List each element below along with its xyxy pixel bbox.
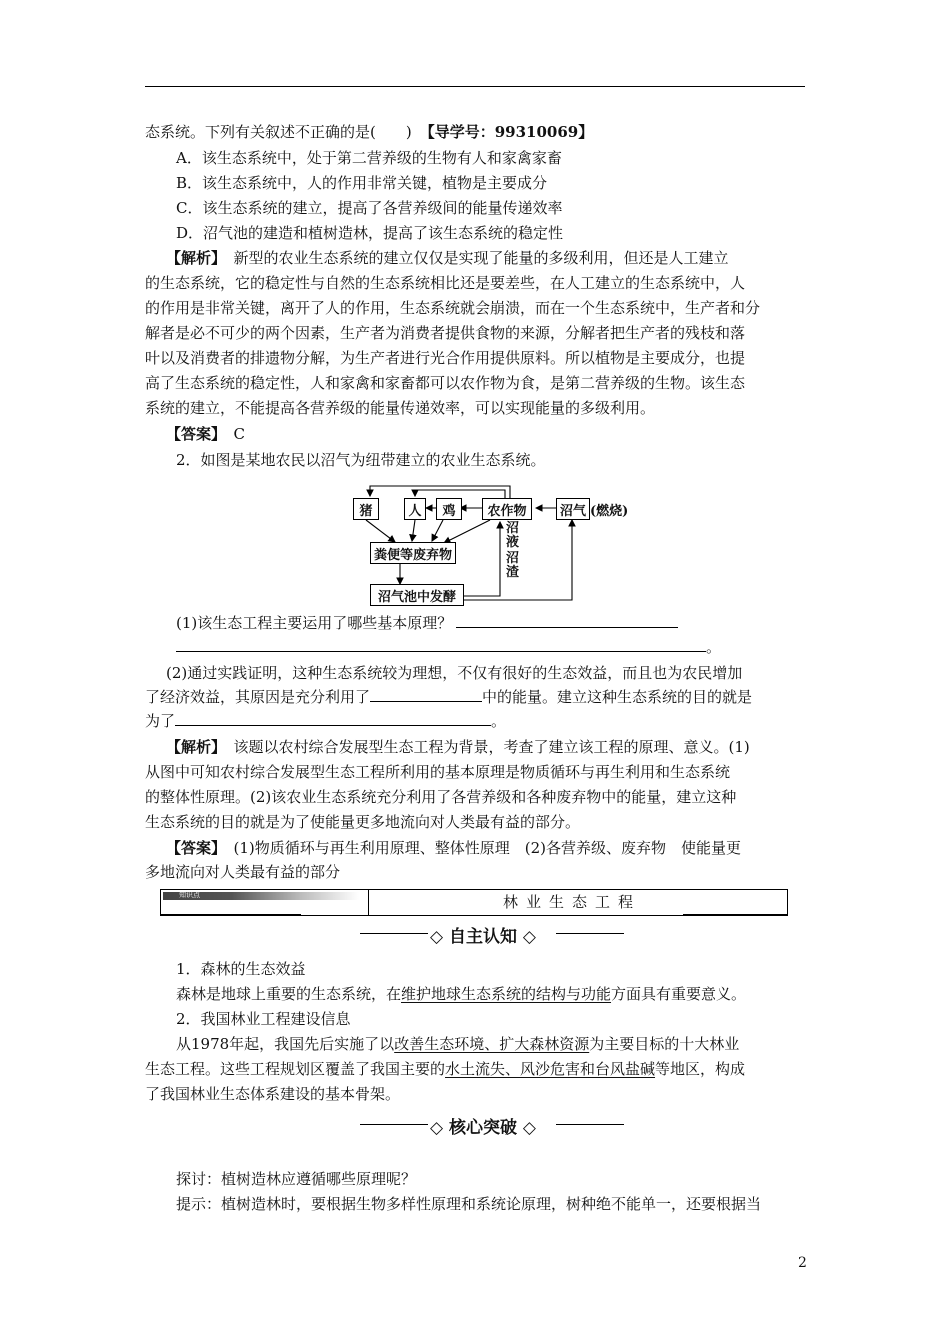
q1-analysis-line: 解者是必不可少的两个因素，生产者为消费者提供食物的来源，分解者把生产者的残枝和落 — [145, 324, 746, 342]
q2-sub2-line: (2)通过实践证明，这种生态系统较为理想，不仅有很好的生态效益，而且也为农民增加 — [166, 664, 743, 682]
q1-analysis-line: 的生态系统，它的稳定性与自然的生态系统相比还是要差些，在人工建立的生态系统中，人 — [145, 274, 746, 292]
q2-analysis-line: 【解析】 该题以农村综合发展型生态工程为背景，考查了建立该工程的原理、意义。(1) — [166, 738, 750, 756]
core-header: ◇ 核心突破 ◇ — [430, 1118, 536, 1138]
q2-sub1-continued: 。 — [176, 636, 721, 658]
label-burning: (燃烧) — [590, 504, 629, 519]
self-study-p2-text: 生态工程。这些工程规划区覆盖了我国主要的水土流失、风沙危害和台风盐碱等地区，构成 — [145, 1060, 746, 1078]
q2-sub1: (1)该生态工程主要运用了哪些基本原理？ — [176, 612, 678, 634]
node-ferment: 沼气池中发酵 — [370, 584, 464, 606]
node-crop: 农作物 — [482, 498, 532, 520]
self-study-header: ◇ 自主认知 ◇ — [430, 927, 536, 947]
header-rule-right — [556, 1124, 624, 1125]
q2-analysis-line: 从图中可知农村综合发展型生态工程所利用的基本原理是物质循环与再生利用和生态系统 — [145, 763, 731, 781]
page-number: 2 — [798, 1255, 807, 1271]
q2-answer-continued: 多地流向对人类最有益的部分 — [145, 863, 341, 881]
answer-blank[interactable] — [176, 637, 706, 652]
label-residue: 沼 渣 — [506, 551, 520, 580]
q1-analysis-line: 【解析】 新型的农业生态系统的建立仅仅是实现了能量的多级利用，但还是人工建立 — [166, 249, 729, 267]
section-title: 林业生态工程 — [503, 893, 642, 911]
q1-analysis-line: 高了生态系统的稳定性，人和家禽和家畜都可以农作物为食，是第二营养级的生物。该生态 — [145, 374, 746, 392]
q2-sub2-line: 为了 。 — [145, 712, 507, 730]
q1-analysis-line: 的作用是非常关键，离开了人的作用，生态系统就会崩溃，而在一个生态系统中，生产者和分 — [145, 299, 761, 317]
node-person: 人 — [404, 498, 426, 520]
section-underline-right — [683, 914, 787, 915]
answer-blank[interactable] — [456, 613, 678, 628]
answer-blank[interactable] — [175, 711, 491, 726]
top-rule — [145, 86, 805, 87]
q1-option-a: A．该生态系统中，处于第二营养级的生物有人和家禽家畜 — [176, 149, 562, 167]
q2-stem: 2．如图是某地农民以沼气为纽带建立的农业生态系统。 — [176, 451, 546, 469]
q1-analysis-line: 叶以及消费者的排遗物分解，为生产者进行光合作用提供原料。所以植物是主要成分，也提 — [145, 349, 746, 367]
q1-option-b: B．该生态系统中，人的作用非常关键，植物是主要成分 — [176, 174, 548, 192]
q1-stem: 态系统。下列有关叙述不正确的是( ) 【导学号：99310069】 — [145, 123, 594, 141]
header-rule-right — [556, 933, 624, 934]
section-badge: 知识点 — [163, 892, 359, 900]
self-study-p1-text: 森林是地球上重要的生态系统，在维护地球生态系统的结构与功能方面具有重要意义。 — [176, 985, 747, 1003]
section-bar — [160, 889, 788, 916]
self-study-p1-title: 1．森林的生态效益 — [176, 960, 306, 978]
self-study-p2-title: 2．我国林业工程建设信息 — [176, 1010, 351, 1028]
self-study-p2-text: 从1978年起，我国先后实施了以改善生态环境、扩大森林资源为主要目标的十大林业 — [176, 1035, 740, 1053]
q2-sub2-line: 了经济效益，其原因是充分利用了 中的能量。建立这种生态系统的目的就是 — [145, 688, 753, 706]
q1-analysis-line: 系统的建立，不能提高各营养级的能量传递效率，可以实现能量的多级利用。 — [145, 399, 656, 417]
core-hint: 提示：植树造林时，要根据生物多样性原理和系统论原理，树种绝不能单一，还要根据当 — [176, 1195, 762, 1213]
answer-blank[interactable] — [370, 687, 482, 702]
section-underline-left — [161, 914, 301, 915]
core-explore: 探讨：植树造林应遵循哪些原理呢？ — [176, 1170, 417, 1188]
node-pig: 猪 — [353, 498, 379, 520]
self-study-p2-text: 了我国林业生态体系建设的基本骨架。 — [145, 1085, 401, 1103]
node-chicken: 鸡 — [436, 498, 462, 520]
label-liquid: 沼 液 — [506, 521, 520, 550]
q2-answer: 【答案】 (1)物质循环与再生利用原理、整体性原理 (2)各营养级、废弃物 使能量更 — [166, 839, 742, 857]
header-rule-left — [360, 1124, 428, 1125]
q2-analysis-line: 生态系统的目的就是为了使能量更多地流向对人类最有益的部分。 — [145, 813, 581, 831]
section-divider — [368, 890, 369, 915]
q2-analysis-line: 的整体性原理。(2)该农业生态系统充分利用了各营养级和各种废弃物中的能量，建立这种 — [145, 788, 737, 806]
q1-option-d: D．沼气池的建造和植树造林，提高了该生态系统的稳定性 — [176, 224, 564, 242]
ecosystem-diagram — [340, 478, 640, 606]
header-rule-left — [360, 933, 428, 934]
q1-answer: 【答案】 C — [166, 425, 245, 443]
node-biogas: 沼气 — [556, 498, 590, 520]
q1-option-c: C．该生态系统的建立，提高了各营养级间的能量传递效率 — [176, 199, 563, 217]
node-waste: 粪便等废弃物 — [370, 542, 456, 564]
